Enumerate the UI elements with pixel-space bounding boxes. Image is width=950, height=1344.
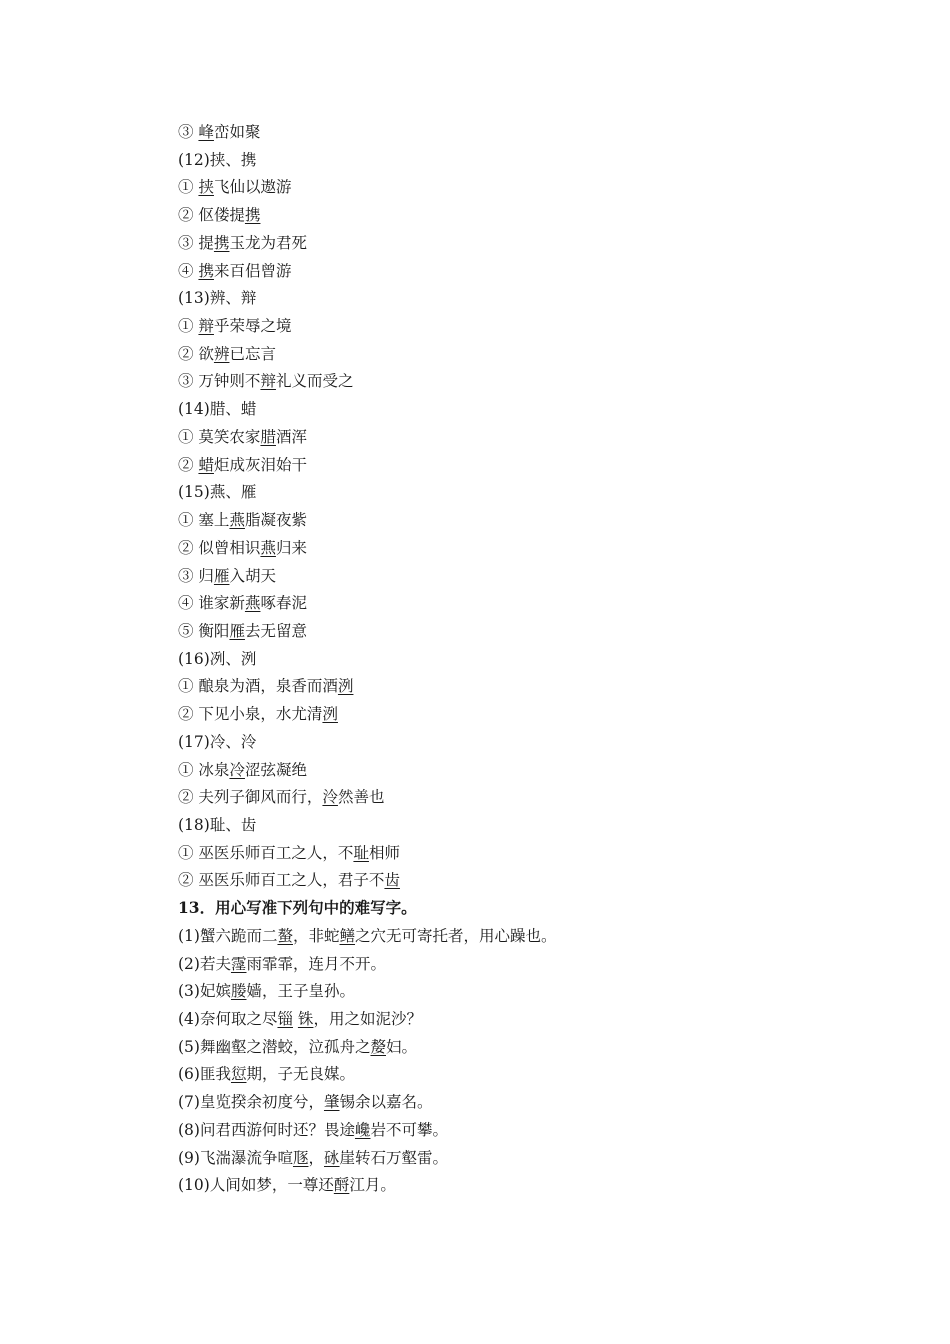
underlined-character: 豗 — [292, 1148, 309, 1167]
underlined-character: 愆 — [230, 1065, 247, 1084]
text-segment: 脂凝夜紫 — [244, 511, 307, 530]
underlined-character: 铢 — [297, 1010, 314, 1029]
underlined-character: 酹 — [333, 1176, 350, 1195]
text-segment: 来百侣曾游 — [213, 261, 292, 280]
underlined-character: 耻 — [353, 843, 369, 862]
text-line — [178, 649, 256, 669]
text-line — [178, 344, 276, 364]
text-segment: ③ 提 — [178, 233, 214, 252]
text-segment: ③ — [178, 123, 199, 141]
text-segment: (7)皇览揆余初度兮， — [178, 1093, 324, 1112]
text-segment: ① 酿泉为酒，泉香而酒 — [178, 677, 338, 696]
text-line — [178, 621, 307, 641]
underlined-character: 螯 — [277, 926, 293, 945]
text-segment: ② 巫医乐师百工之人，君子不 — [178, 871, 385, 890]
text-segment: 乎荣辱之境 — [213, 317, 292, 336]
underlined-character: 冷 — [229, 760, 245, 779]
text-line — [178, 538, 307, 558]
text-segment: ② — [178, 455, 199, 474]
text-segment: (12)挟、携 — [178, 150, 257, 169]
text-segment: ③ 归 — [178, 566, 214, 585]
text-line — [178, 732, 256, 752]
text-segment: 涩弦凝绝 — [244, 760, 307, 779]
text-segment: ② 夫列子御风而行， — [178, 788, 323, 807]
underlined-character: 携 — [213, 233, 230, 252]
text-line — [178, 177, 291, 197]
text-segment: 崖转石万壑雷。 — [339, 1148, 449, 1167]
text-segment: (16)冽、洌 — [178, 649, 257, 668]
underlined-character: 燕 — [229, 511, 245, 530]
text-line — [178, 815, 256, 835]
text-segment: ② 似曾相识 — [178, 538, 261, 557]
underlined-character: 雁 — [229, 621, 245, 640]
text-line — [178, 898, 417, 918]
text-segment: (4)奈何取之尽 — [178, 1010, 278, 1029]
underlined-character: 霪 — [230, 954, 247, 973]
text-segment: 炬成灰泪始干 — [213, 455, 307, 474]
text-segment: 13．用心写准下列句中的难写字。 — [178, 898, 417, 918]
text-segment: ② 伛偻提 — [178, 206, 245, 225]
text-segment: ④ — [178, 261, 199, 280]
text-segment: 岩不可攀。 — [370, 1120, 448, 1139]
text-line — [178, 316, 291, 336]
underlined-character: 雁 — [213, 566, 230, 585]
text-segment: 期，子无良媒。 — [246, 1065, 355, 1084]
text-segment: 飞仙以遨游 — [213, 178, 292, 197]
text-segment: (5)舞幽壑之潜蛟，泣孤舟之 — [178, 1037, 371, 1056]
text-segment: ② 欲 — [178, 344, 214, 363]
text-segment: (2)若夫 — [178, 954, 231, 973]
text-line — [178, 566, 276, 586]
text-segment: ① 巫医乐师百工之人，不 — [178, 843, 354, 862]
text-segment: 嫱，王子皇孙。 — [246, 982, 355, 1001]
underlined-character: 巉 — [354, 1120, 371, 1139]
text-segment: ① 塞上 — [178, 511, 230, 530]
text-line — [178, 843, 400, 863]
text-line — [178, 371, 353, 391]
text-segment: (14)腊、蜡 — [178, 400, 257, 419]
text-segment: 啄春泥 — [260, 594, 307, 613]
text-segment: ，非蛇 — [292, 926, 340, 945]
text-line — [178, 1092, 433, 1112]
text-segment: ，用之如泥沙？ — [313, 1010, 422, 1029]
text-line — [178, 150, 256, 170]
text-segment: (1)蟹六跪而二 — [178, 926, 278, 945]
underlined-character: 砯 — [324, 1148, 340, 1167]
text-segment: ① 冰泉 — [178, 760, 230, 779]
text-line — [178, 288, 256, 308]
text-line — [178, 455, 307, 475]
text-segment: 雨霏霏，连月不开。 — [246, 954, 386, 973]
text-segment: ⑤ 衡阳 — [178, 621, 230, 640]
text-line — [178, 1175, 396, 1195]
text-line — [178, 954, 386, 974]
text-segment: 去无留意 — [244, 621, 307, 640]
text-line — [178, 510, 307, 530]
text-segment: ① — [178, 178, 199, 197]
underlined-character: 燕 — [244, 594, 261, 613]
text-line — [178, 482, 256, 502]
text-line — [178, 981, 355, 1001]
text-segment: ③ 万钟则不 — [178, 372, 261, 391]
text-line — [178, 427, 307, 447]
text-segment: ① 莫笑农家 — [178, 427, 261, 446]
text-segment: (13)辨、辩 — [178, 289, 257, 308]
underlined-character: 嫠 — [370, 1037, 386, 1056]
underlined-character: 辨 — [213, 344, 230, 363]
text-line — [178, 760, 307, 780]
text-segment: (17)冷、泠 — [178, 732, 257, 751]
underlined-character: 肇 — [323, 1093, 340, 1112]
text-line — [178, 1064, 355, 1084]
underlined-character: 携 — [244, 206, 261, 225]
text-line — [178, 1120, 448, 1140]
underlined-character: 泠 — [322, 788, 338, 807]
text-line — [178, 399, 256, 419]
text-segment: 妇。 — [385, 1037, 417, 1056]
underlined-character: 辩 — [198, 317, 214, 336]
text-segment: (18)耻、齿 — [178, 816, 257, 834]
underlined-character: 鳝 — [339, 926, 356, 945]
text-segment: ① — [178, 317, 199, 336]
underlined-character: 锱 — [277, 1010, 293, 1029]
text-segment: ， — [308, 1148, 324, 1167]
text-line — [178, 593, 307, 613]
text-segment: 相师 — [368, 843, 400, 862]
text-segment: (8)问君西游何时还？畏途 — [178, 1120, 355, 1139]
text-segment: 归来 — [275, 538, 307, 557]
text-segment: 锡余以嘉名。 — [339, 1093, 433, 1112]
text-segment: 然善也 — [337, 788, 385, 807]
underlined-character: 燕 — [260, 538, 276, 557]
text-segment: 玉龙为君死 — [229, 233, 307, 252]
text-line — [178, 205, 260, 225]
text-segment: (15)燕、雁 — [178, 483, 257, 502]
text-line — [178, 704, 338, 724]
underlined-character: 辩 — [260, 372, 276, 391]
underlined-character: 蜡 — [198, 455, 214, 474]
underlined-character: 齿 — [384, 871, 400, 890]
text-line — [178, 676, 353, 696]
text-line — [178, 1148, 448, 1168]
text-segment: 入胡天 — [229, 566, 276, 585]
underlined-character: 媵 — [230, 982, 247, 1001]
text-segment: ④ 谁家新 — [178, 594, 245, 613]
text-line — [178, 1037, 417, 1057]
text-segment: 江月。 — [349, 1176, 396, 1195]
text-segment: (9)飞湍瀑流争喧 — [178, 1148, 293, 1167]
text-line — [178, 122, 260, 142]
text-segment: 峦如聚 — [213, 123, 261, 141]
text-line — [178, 1009, 422, 1029]
text-segment: 之穴无可寄托者，用心躁也。 — [355, 926, 557, 945]
text-line — [178, 926, 557, 946]
underlined-character: 洌 — [322, 705, 338, 724]
text-segment: 酒浑 — [275, 427, 307, 446]
underlined-character: 腊 — [260, 427, 276, 446]
underlined-character: 洌 — [337, 677, 354, 696]
text-segment: 礼义而受之 — [275, 372, 354, 391]
text-line — [178, 261, 291, 281]
text-segment: 已忘言 — [229, 344, 276, 363]
text-segment: ② 下见小泉，水尤清 — [178, 705, 323, 724]
text-segment: (3)妃嫔 — [178, 982, 231, 1001]
underlined-character: 携 — [198, 261, 214, 280]
underlined-character: 挟 — [198, 178, 214, 197]
text-segment: (10)人间如梦，一尊还 — [178, 1176, 334, 1195]
text-line — [178, 787, 384, 807]
text-segment: (6)匪我 — [178, 1065, 231, 1084]
text-line — [178, 233, 307, 253]
text-line — [178, 870, 400, 890]
underlined-character: 峰 — [198, 123, 214, 141]
